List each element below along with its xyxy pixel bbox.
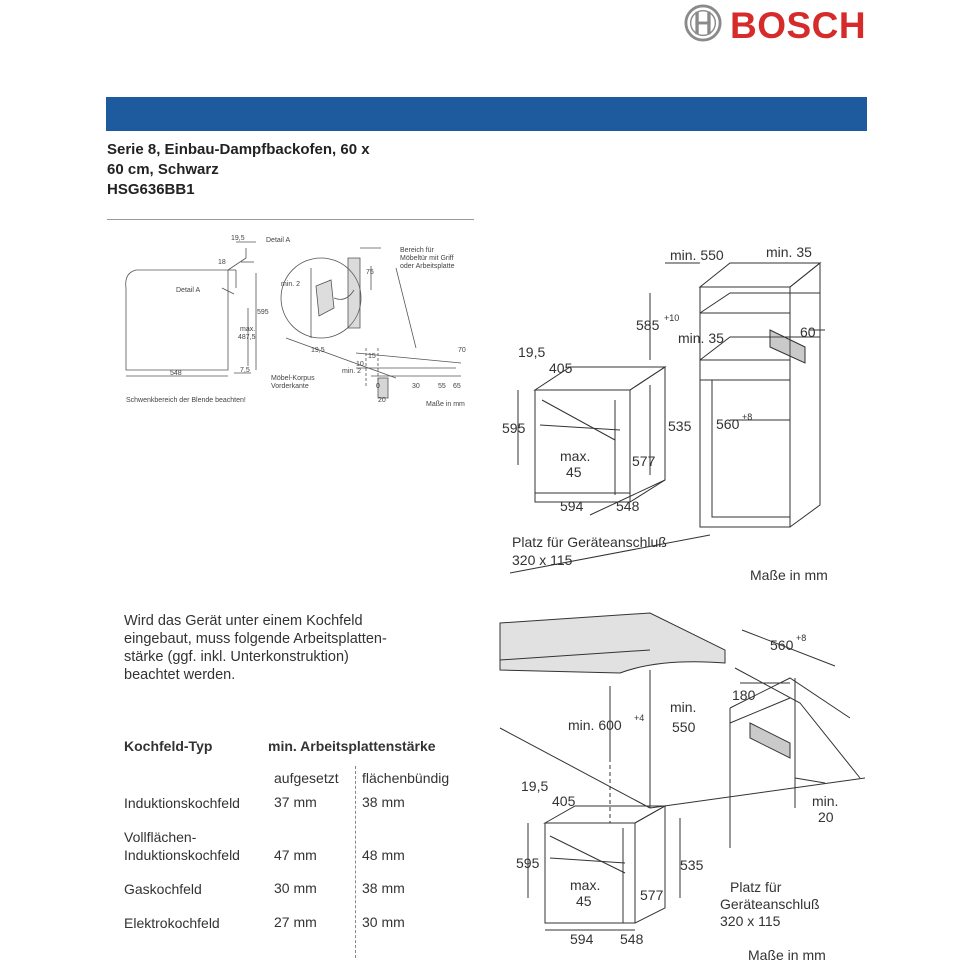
table-row-label: Induktionskochfeld <box>124 847 240 863</box>
dim-label: 548 <box>170 370 182 377</box>
table-cell: 37 mm <box>274 794 317 810</box>
dim-label: 15 <box>368 353 376 360</box>
title-line: 60 cm, Schwarz <box>107 161 219 178</box>
bereich-label: oder Arbeitsplatte <box>400 263 455 270</box>
product-title <box>107 140 447 200</box>
detail-a-label: Detail A <box>266 237 291 244</box>
masse-label: Maße in mm <box>426 401 465 408</box>
dim-label: 595 <box>516 855 540 871</box>
dim-label: 18 <box>218 259 226 266</box>
dim-label: 535 <box>680 857 704 873</box>
platz-size: 320 x 115 <box>720 913 781 929</box>
table-row-label: Elektrokochfeld <box>124 915 220 931</box>
brand-name: BOSCH <box>730 5 867 46</box>
note-line: eingebaut, muss folgende Arbeitsplatten- <box>124 631 387 647</box>
dim-label: 595 <box>502 420 526 436</box>
dim-label: min. 600 <box>568 717 622 733</box>
masse-label: Maße in mm <box>748 947 826 963</box>
table-row-label: Vollflächen- <box>124 829 197 845</box>
bosch-logo <box>684 4 874 46</box>
platz-label: Geräteanschluß <box>720 896 820 912</box>
dim-label: min. 550 <box>670 247 724 263</box>
dim-label: 60 <box>800 324 816 340</box>
dim-label: 55 <box>438 383 446 390</box>
header-band <box>106 97 867 131</box>
dim-label: 45 <box>566 464 582 480</box>
dim-label: min. 35 <box>766 244 812 260</box>
note-line: beachtet werden. <box>124 667 236 683</box>
table-cell: 38 mm <box>362 880 405 896</box>
dim-label: 75 <box>366 269 374 276</box>
dim-label: 560 <box>716 416 740 432</box>
table-cell: 30 mm <box>274 880 317 896</box>
installation-diagram-under-counter <box>490 608 865 966</box>
schwenk-note: Schwenkbereich der Blende beachten! <box>126 397 246 404</box>
table-cell: 38 mm <box>362 794 405 810</box>
dim-label: 45 <box>576 893 592 909</box>
installation-diagram-tall-cabinet <box>490 235 860 590</box>
column-header-type: Kochfeld-Typ <box>124 738 213 754</box>
dim-label: 560 <box>770 637 794 653</box>
dim-label: min. <box>670 699 697 715</box>
dim-label: min. 2 <box>342 368 362 375</box>
dim-label: 30 <box>412 383 420 390</box>
dim-label: 594 <box>570 931 594 947</box>
dim-label: min. 2 <box>281 281 301 288</box>
dim-label: min. <box>812 793 839 809</box>
subheader-aufgesetzt: aufgesetzt <box>274 770 339 786</box>
title-line: Serie 8, Einbau-Dampfbackofen, 60 x <box>107 141 370 158</box>
bosch-ring-icon <box>684 4 722 42</box>
dim-superscript: +4 <box>634 713 645 723</box>
dim-label: max. <box>560 448 591 464</box>
bereich-label: Bereich für <box>400 247 434 254</box>
table-cell: 47 mm <box>274 847 317 863</box>
dim-label: 20 <box>818 809 834 825</box>
note-line: stärke (ggf. inkl. Unterkonstruktion) <box>124 649 349 665</box>
dim-label: 595 <box>257 309 269 316</box>
note-line: Wird das Gerät unter einem Kochfeld <box>124 613 363 629</box>
dim-label: 548 <box>620 931 644 947</box>
table-cell: 30 mm <box>362 914 405 930</box>
dim-superscript: +8 <box>796 633 807 643</box>
dim-label: 535 <box>668 418 692 434</box>
dim-label: 577 <box>632 453 656 469</box>
installation-detail-drawing <box>116 228 476 413</box>
detail-a-label: Detail A <box>176 287 201 294</box>
model-number: HSG636BB1 <box>107 181 195 198</box>
dim-label: 19,5 <box>521 778 549 794</box>
dim-label: 548 <box>616 498 640 514</box>
dim-label: 594 <box>560 498 584 514</box>
dim-label: 10 <box>356 361 364 368</box>
table-cell: 27 mm <box>274 914 317 930</box>
platz-label: Platz für Geräteanschluß <box>512 534 667 550</box>
column-header-min: min. Arbeitsplattenstärke <box>268 738 436 754</box>
dim-label: 7,5 <box>240 367 250 374</box>
divider <box>107 219 474 220</box>
dim-label: 585 <box>636 317 660 333</box>
bereich-label: Möbeltür mit Griff <box>400 255 454 262</box>
dim-label: 577 <box>640 887 664 903</box>
korpus-label: Vorderkante <box>271 383 309 390</box>
dim-label: 487,5 <box>238 334 256 341</box>
table-cell: 48 mm <box>362 847 405 863</box>
dim-label: 65 <box>453 383 461 390</box>
dim-label: 20 <box>378 397 386 404</box>
dim-label: min. 35 <box>678 330 724 346</box>
platz-size: 320 x 115 <box>512 552 573 568</box>
dim-label: 70 <box>458 347 466 354</box>
dim-label: max. <box>240 326 256 333</box>
dim-label: 19,5 <box>518 344 546 360</box>
dim-label: 550 <box>672 719 696 735</box>
platz-label: Platz für <box>730 879 782 895</box>
installation-note <box>124 612 454 684</box>
dim-label: 19,5 <box>231 235 245 242</box>
dim-superscript: +8 <box>742 412 753 422</box>
dim-label: max. <box>570 877 601 893</box>
dim-label: 405 <box>549 360 573 376</box>
dim-label: 19,5 <box>311 347 325 354</box>
table-row-label: Gaskochfeld <box>124 881 202 897</box>
korpus-label: Möbel-Korpus <box>271 375 315 382</box>
table-row-label: Induktionskochfeld <box>124 795 240 811</box>
masse-label: Maße in mm <box>750 567 828 583</box>
dim-label: 405 <box>552 793 576 809</box>
subheader-flaechenbuendig: flächenbündig <box>362 770 450 786</box>
column-separator <box>355 766 356 958</box>
dim-superscript: +10 <box>664 313 680 323</box>
dim-label: 0 <box>376 383 380 390</box>
dim-label: 180 <box>732 687 756 703</box>
